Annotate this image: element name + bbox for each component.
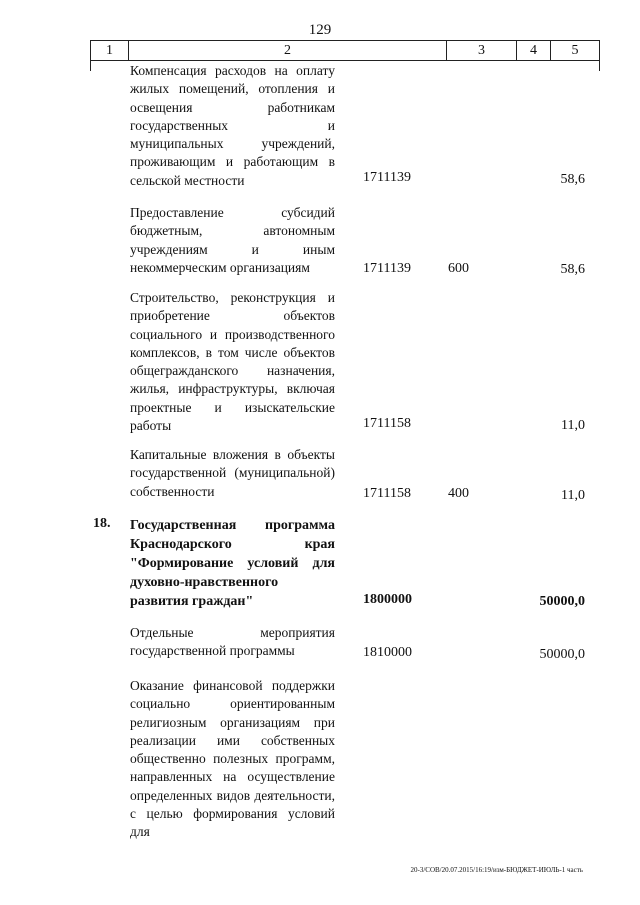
row-6-description: Отдельные мероприятия государственной программы [130,625,335,659]
row-5-number: 18. [93,516,111,531]
row-5-sum: 50000,0 [539,594,585,609]
header-col-1: 1 [91,41,129,60]
row-4-code: 1711158 [363,486,411,501]
footer-stamp: 20-3/СОВ/20.07.2015/16:19/изм-БЮДЖЕТ-ИЮЛЬ-1 часть [410,866,583,874]
row-2-description: Предоставление субсидий бюджетным, автономным учреждениям и иным некоммерческим организациям [130,205,335,275]
row-1-description: Компенсация расходов на оплату жилых помещений, отопления и освещения работникам государственных и муниципальных учреждений, проживающим и работающим в сельской местности [130,63,335,188]
row-1-sum: 58,6 [560,172,585,187]
row-3-code: 1711158 [363,416,411,431]
row-2-sum: 58,6 [560,262,585,277]
row-4-vr: 400 [448,486,469,501]
row-6-sum: 50000,0 [539,647,585,662]
header-col-5: 5 [571,43,579,58]
row-6-code: 1810000 [363,645,412,660]
table-border-right [599,61,600,71]
row-3-description: Строительство, реконструкция и приобретение объектов социального и производственного комплексов, в том числе объектов общегражданского назначения, жилья, инфраструктуры, включая проектные и изыскательские работы [130,290,335,434]
row-4-description: Капитальные вложения в объекты государственной (муниципальной) собственности [130,447,335,499]
row-7-description: Оказание финансовой поддержки социально ориентированным религиозным организациям при реализации ими собственных общественно полезных программ, направленных на осуществление определенных видов деятельности, с целью формирования условий для [130,678,335,840]
row-1-code: 1711139 [363,170,411,185]
header-col-2: 2 [129,41,447,60]
header-col-4: 4 [517,41,551,60]
table-border-left [90,61,91,71]
row-2-code: 1711139 [363,261,411,276]
row-5-description: Государственная программа Краснодарского края "Формирование условий для духовно-нравственного развития граждан" [130,518,335,609]
table-header-row [90,40,600,61]
page-number: 129 [308,22,332,38]
row-2-vr: 600 [448,261,469,276]
header-col-3: 3 [447,41,517,60]
row-3-sum: 11,0 [561,418,585,433]
row-4-sum: 11,0 [561,488,585,503]
row-5-code: 1800000 [363,592,412,607]
